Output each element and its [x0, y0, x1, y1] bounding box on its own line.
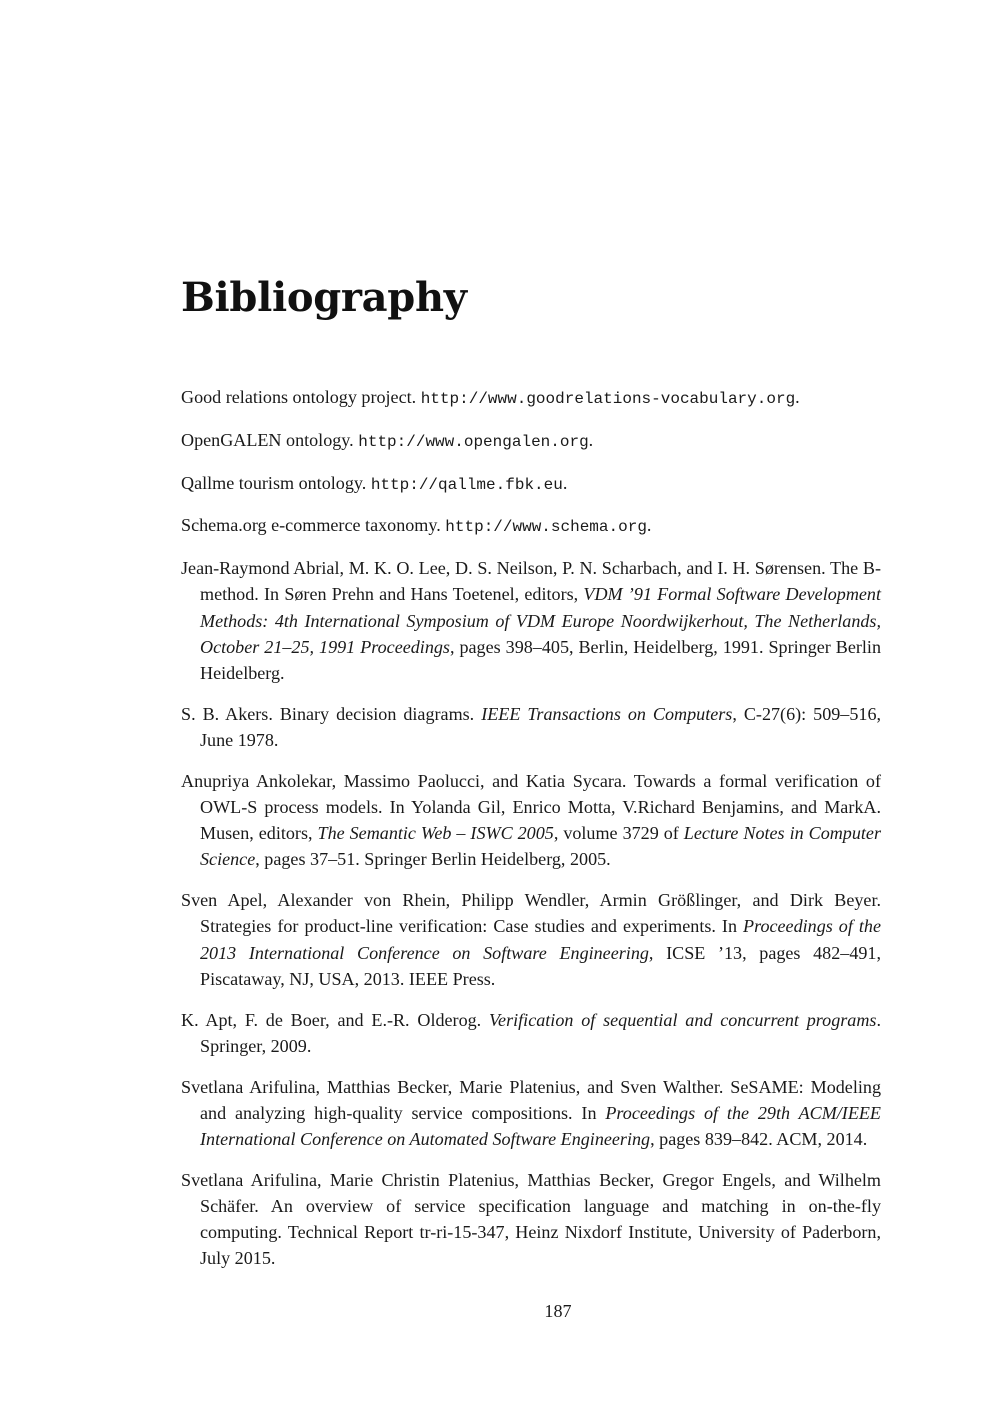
entry-url[interactable]: http://www.goodrelations-vocabulary.org — [420, 390, 796, 408]
bib-entry — [181, 384, 881, 412]
bib-entry — [181, 768, 881, 873]
entry-text: , pages 37–51. Springer Berlin Heidelberg, 2005. — [255, 849, 611, 870]
entry-text: . Springer, 2009. — [200, 1009, 881, 1056]
bib-entry — [181, 555, 881, 686]
entry-venue: Proceedings of the 29th ACM/IEEE International Conference on Automated Software Engineering — [200, 1102, 881, 1150]
bib-entry — [181, 1167, 881, 1272]
bib-entry — [181, 427, 881, 455]
entry-end: . — [588, 429, 594, 450]
entry-text: Qallme tourism ontology. — [181, 472, 371, 493]
entry-text: , pages 398–405, Berlin, Heidelberg, 1991. Springer Berlin Heidelberg. — [200, 636, 882, 683]
entry-text: Jean-Raymond Abrial, M. K. O. Lee, D. S. Neilson, P. N. Scharbach, and I. H. Sørensen. The B-method. In Søren Prehn and Hans Toetenel, editors, — [181, 558, 881, 605]
entry-series: Lecture Notes in Computer Science — [200, 823, 881, 870]
entry-end: . — [562, 472, 568, 493]
bibliography-list — [181, 384, 881, 1286]
entry-text: Good relations ontology project. — [181, 387, 421, 407]
entry-text: , C-27(6): 509–516, June 1978. — [200, 703, 882, 750]
entry-text: , volume 3729 of — [553, 823, 684, 844]
entry-url[interactable]: http://www.opengalen.org — [358, 432, 589, 451]
entry-text: , pages 839–842. ACM, 2014. — [650, 1129, 868, 1150]
entry-url[interactable]: http://qallme.fbk.eu — [370, 475, 563, 494]
bib-entry — [181, 887, 881, 992]
bib-entry — [181, 1007, 881, 1059]
entry-text: Svetlana Arifulina, Matthias Becker, Marie Platenius, and Sven Walther. SeSAME: Modeling and analyzing high-quality service compositions. In — [181, 1076, 881, 1123]
entry-text: Svetlana Arifulina, Marie Christin Platenius, Matthias Becker, Gregor Engels, and Wilhelm Schäfer. An overview of service specification language and matching in on-the-fly computing. Technical Report tr-ri-15-347, Heinz Nixdorf Institute, University of Paderborn, July 2015. — [181, 1169, 881, 1269]
entry-text: , ICSE ’13, pages 482–491, Piscataway, NJ, USA, 2013. IEEE Press. — [200, 942, 881, 989]
entry-text: OpenGALEN ontology. — [181, 429, 359, 450]
entry-text: K. Apt, F. de Boer, and E.-R. Olderog. — [181, 1009, 489, 1030]
entry-end: . — [795, 387, 800, 407]
bib-entry — [181, 470, 881, 498]
entry-venue: Verification of sequential and concurrent programs — [489, 1009, 877, 1030]
entry-text: S. B. Akers. Binary decision diagrams. — [181, 703, 482, 724]
entry-venue: IEEE Transactions on Computers — [481, 703, 733, 724]
chapter-title: Bibliography — [181, 274, 467, 321]
bib-entry — [181, 701, 881, 753]
entry-text: Schema.org e-commerce taxonomy. — [181, 515, 446, 536]
entry-text: Sven Apel, Alexander von Rhein, Philipp Wendler, Armin Größlinger, and Dirk Beyer. Strategies for product-line verification: Case studies and experiments. In — [181, 890, 881, 937]
entry-venue: VDM ’91 Formal Software Development Methods: 4th International Symposium of VDM Europe Noordwijkerhout, The Netherlands, October 21–25, 1991 Proceedings — [200, 584, 881, 657]
bib-entry — [181, 512, 881, 540]
entry-venue: Proceedings of the 2013 International Conference on Software Engineering — [200, 916, 881, 963]
entry-venue: The Semantic Web – ISWC 2005 — [317, 823, 554, 844]
page-number: 187 — [544, 1301, 572, 1321]
entry-url[interactable]: http://www.schema.org — [445, 518, 647, 537]
bib-entry — [181, 1074, 881, 1153]
entry-end: . — [646, 515, 652, 536]
entry-text: Anupriya Ankolekar, Massimo Paolucci, and Katia Sycara. Towards a formal verification of OWL-S process models. In Yolanda Gil, Enrico Motta, V.Richard Benjamins, and MarkA. Musen, editors, — [181, 770, 881, 844]
